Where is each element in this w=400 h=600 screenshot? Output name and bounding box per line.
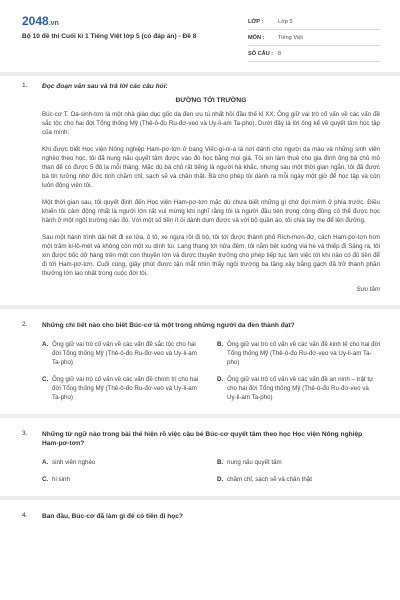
question-3 [22, 430, 380, 484]
meta-key: LỚP : [248, 18, 264, 25]
answer-option-b[interactable] [217, 340, 380, 367]
option-text: chăm chỉ, sạch sẽ và chân thật [227, 476, 312, 483]
answer-option-c[interactable] [42, 375, 205, 402]
option-letter: D. [217, 476, 224, 483]
meta-table [248, 14, 380, 62]
header [22, 14, 380, 64]
option-letter: A. [42, 459, 49, 466]
logo-text: 2048 [22, 14, 49, 28]
option-letter: C. [42, 376, 49, 383]
meta-value: Lớp 5 [278, 18, 293, 25]
site-logo[interactable] [22, 14, 59, 28]
meta-key: MÔN : [248, 34, 265, 41]
option-letter: C. [42, 476, 49, 483]
option-letter: B. [217, 459, 224, 466]
answer-option-c[interactable] [42, 475, 205, 484]
option-letter: D. [217, 376, 224, 383]
option-text: Ông giữ vai trò cố vấn về các vấn đề sắc tộc cho hai đời Tổng thống Mỹ (Thê-ô-đo Ru-đơ-veo và Uy-li-am Ta-pho) [52, 341, 197, 366]
question-number: 2. [22, 321, 28, 328]
option-text: Ông giữ vai trò cố vấn về các vấn đề an ninh – trật tự cho hai đời Tổng thống Mỹ (Thê-ô-đo Ru-đơ-veo và Uy-li-am Ta-pho) [227, 376, 374, 401]
passage-paragraph: Một thời gian sau, tôi quyết định đến Học viện Ham-pơ-tơn mặc dù chưa biết những gì chờ đợi mình ở phía trước. Điều khiến tôi cảm động nhất là người lớn rất vui mừng khi nghĩ rằng tôi là người đầu tiên trong cộng đồng có thể được học hành ở một ngôi trường nào đó. Với một số tiền ít ỏi dành dụm được và với bộ quần áo, tôi chia tay mẹ để lên đường. [42, 199, 380, 224]
logo-domain: .vn [48, 20, 59, 27]
meta-row-grade [248, 14, 380, 30]
meta-value: Tiếng Việt [278, 34, 303, 41]
passage-source: Sưu tầm [356, 286, 380, 293]
option-text: hi sinh [52, 476, 70, 483]
divider [0, 305, 400, 309]
question-2 [22, 321, 380, 402]
question-1 [22, 82, 380, 293]
meta-row-question-count [248, 46, 380, 62]
question-number: 1. [22, 82, 28, 89]
passage-paragraph: Búc-cơ T. Oa-sinh-tơn là một nhà giáo dục gốc da đen ưu tú nhất hồi đầu thế kỉ XX. Ông giữ vai trò cố vấn về các vấn đề sắc tộc cho hai đời Tổng thống Mỹ (Thê-ô-đo Ru-đơ-veo và Uy-li-am Ta-pho). Dưới đây là lời ông kể về quyết tâm học tập của mình: [42, 111, 380, 136]
question-text: Những chi tiết nào cho biết Búc-cơ là một trong những người da đen thành đạt? [42, 322, 295, 329]
question-4 [22, 512, 380, 521]
document-title: Bộ 10 đề thi Cuối kì 1 Tiếng Việt lớp 5 (có đáp án) - Đề 8 [22, 33, 197, 40]
answer-option-b[interactable] [217, 458, 380, 467]
divider [0, 414, 400, 418]
answer-option-d[interactable] [217, 475, 380, 484]
question-text: Những từ ngữ nào trong bài thể hiện rõ việc cậu bé Búc-cơ quyết tâm theo học Học viện Nông nghiệp Ham-pơ-tơn? [42, 431, 363, 447]
answer-options [42, 340, 380, 402]
passage-paragraph: Khi được biết Học viện Nông nghiệp Ham-pơ-tơn ở bang Viếc-gi-ni-a là nơi dành cho người da màu và những sinh viên nghèo theo học, tôi đã nung nấu quyết tâm được vào đó học bằng mọi giá. Tôi xin làm thuê cho gia đình ông bà chủ mỏ than để có được 5 đô la mỗi tháng. Mặc dù bà chủ rất tiếng là người hà khắc, nhưng sau một thời gian ngắn, tôi đã được bà tin tưởng nhờ đức tính chăm chỉ, sạch sẽ và chân thật. Bà cho phép tôi dành ra mỗi ngày một giờ để học tập và còn luôn động viên tôi. [42, 146, 380, 189]
option-text: Ông giữ vai trò cố vấn về các vấn đề kinh tế cho hai đời Tổng thống Mỹ (Thê-ô-đo Ru-đơ-veo và Uy-li-am Ta-pho) [227, 341, 381, 366]
option-letter: B. [217, 341, 224, 348]
option-text: sinh viên nghèo [52, 459, 96, 466]
answer-option-d[interactable] [217, 375, 380, 402]
option-text: nung nấu quyết tâm [227, 459, 282, 466]
answer-options [42, 458, 380, 484]
question-instruction: Đọc đoạn văn sau và trả lời các câu hỏi: [42, 83, 168, 90]
option-letter: A. [42, 341, 49, 348]
meta-key: SỐ CÂU : [248, 50, 274, 57]
question-number: 4. [22, 512, 28, 519]
divider [0, 496, 400, 500]
answer-option-a[interactable] [42, 340, 205, 367]
meta-value: 8 [278, 50, 282, 57]
content [22, 82, 380, 531]
question-number: 3. [22, 430, 28, 437]
meta-row-subject [248, 30, 380, 46]
passage-paragraph: Sau một hành trình dài hết đi xe lửa, ô tô, xe ngựa rồi đi bộ, tôi tới được thành phố Rích-mơn-đơ, cách Ham-pơ-tơn hơn một trăm ki-lô-mét và không còn một xu dính túi. Lang thang tới nửa đêm, tôi nằm bệt xuống via hè và thiếp đi Sáng ra, tôi xin được bốc dỡ hàng trên một con thuyền lớn và được thuyền trưởng cho phép tiếp tục làm việc tới khi nào có đủ tiền để đi tới Ham-pơ-tơn. Cuối cùng, giây phút được tận mắt nhìn thấy ngôi trường ba tầng xây bằng gạch đã trở thành phần thưởng lớn lao nhất trong cuộc đời tôi. [42, 234, 380, 277]
passage-title: ĐƯỜNG TỚI TRƯỜNG [175, 97, 247, 104]
divider [0, 72, 400, 76]
question-text: Ban đầu, Búc-cơ đã làm gì để có tiền đi học? [42, 513, 183, 520]
answer-option-a[interactable] [42, 458, 205, 467]
option-text: Ông giữ vai trò cố vấn về các vấn đề chính trị cho hai đời Tổng thống Mỹ (Thê-ô-đo Ru-đơ-veo và Uy-li-am Ta-pho) [52, 376, 199, 401]
